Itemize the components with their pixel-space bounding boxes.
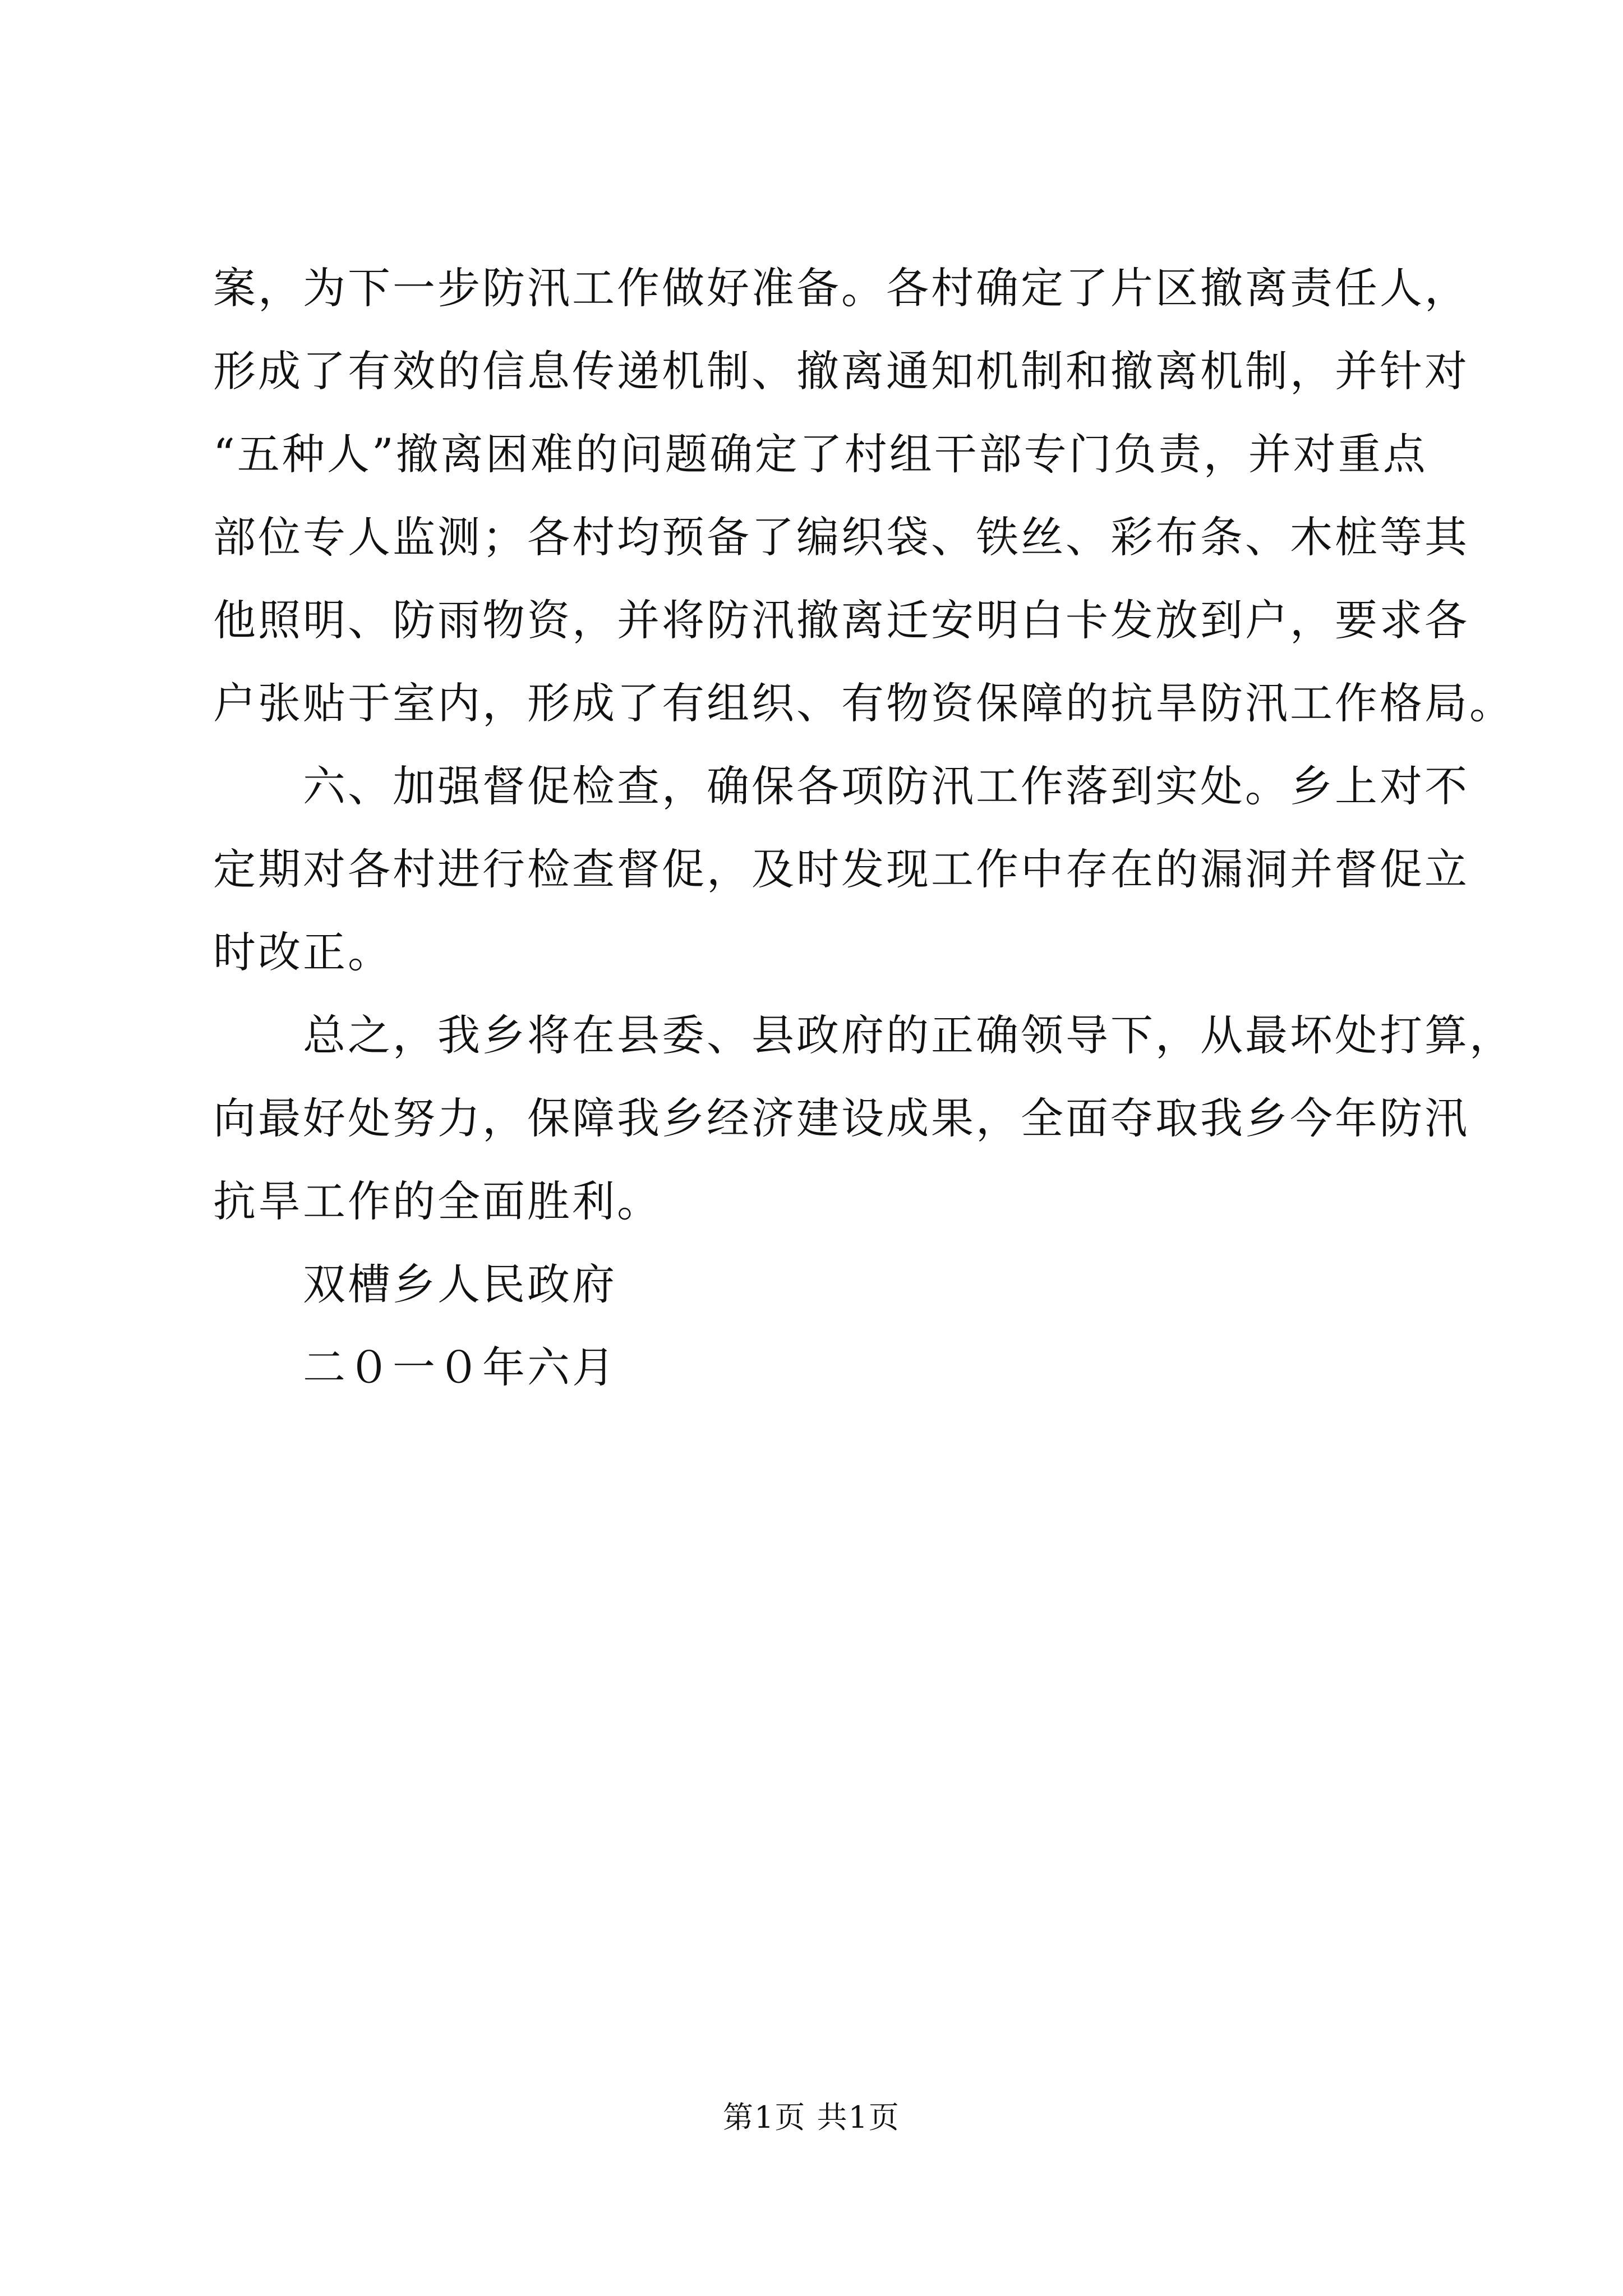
summary-line: 总之，我乡将在县委、县政府的正确领导下，从最坏处打算， (303, 1010, 1514, 1060)
document-body (213, 247, 1514, 1409)
paragraph-line: 案，为下一步防汛工作做好准备。各村确定了片区撤离责任人， (213, 263, 1469, 313)
paragraph-line: 形成了有效的信息传递机制、撤离通知机制和撤离机制，并针对 (213, 346, 1469, 396)
paragraph-line: 他照明、防雨物资，并将防汛撤离迁安明白卡发放到户，要求各 (213, 595, 1469, 645)
section-six-line: 六、加强督促检查，确保各项防汛工作落到实处。乡上对不 (303, 761, 1469, 811)
paragraph-line: 抗旱工作的全面胜利。 (213, 1176, 662, 1226)
paragraph-line: “五种人”撤离困难的问题确定了村组干部专门负责，并对重点 (213, 429, 1428, 479)
paragraph-line: 定期对各村进行检查督促，及时发现工作中存在的漏洞并督促立 (213, 844, 1469, 894)
page-number-footer: 第1页 共1页 (723, 2100, 900, 2135)
paragraph-line: 部位专人监测；各村均预备了编织袋、铁丝、彩布条、木桩等其 (213, 512, 1469, 562)
paragraph-line: 时改正。 (213, 927, 393, 977)
paragraph-line: 户张贴于室内，形成了有组织、有物资保障的抗旱防汛工作格局。 (213, 678, 1514, 728)
signature-organization: 双槽乡人民政府 (303, 1259, 617, 1309)
signature-date: 二０一０年六月 (303, 1342, 617, 1392)
paragraph-line: 向最好处努力，保障我乡经济建设成果，全面夺取我乡今年防汛 (213, 1093, 1469, 1143)
